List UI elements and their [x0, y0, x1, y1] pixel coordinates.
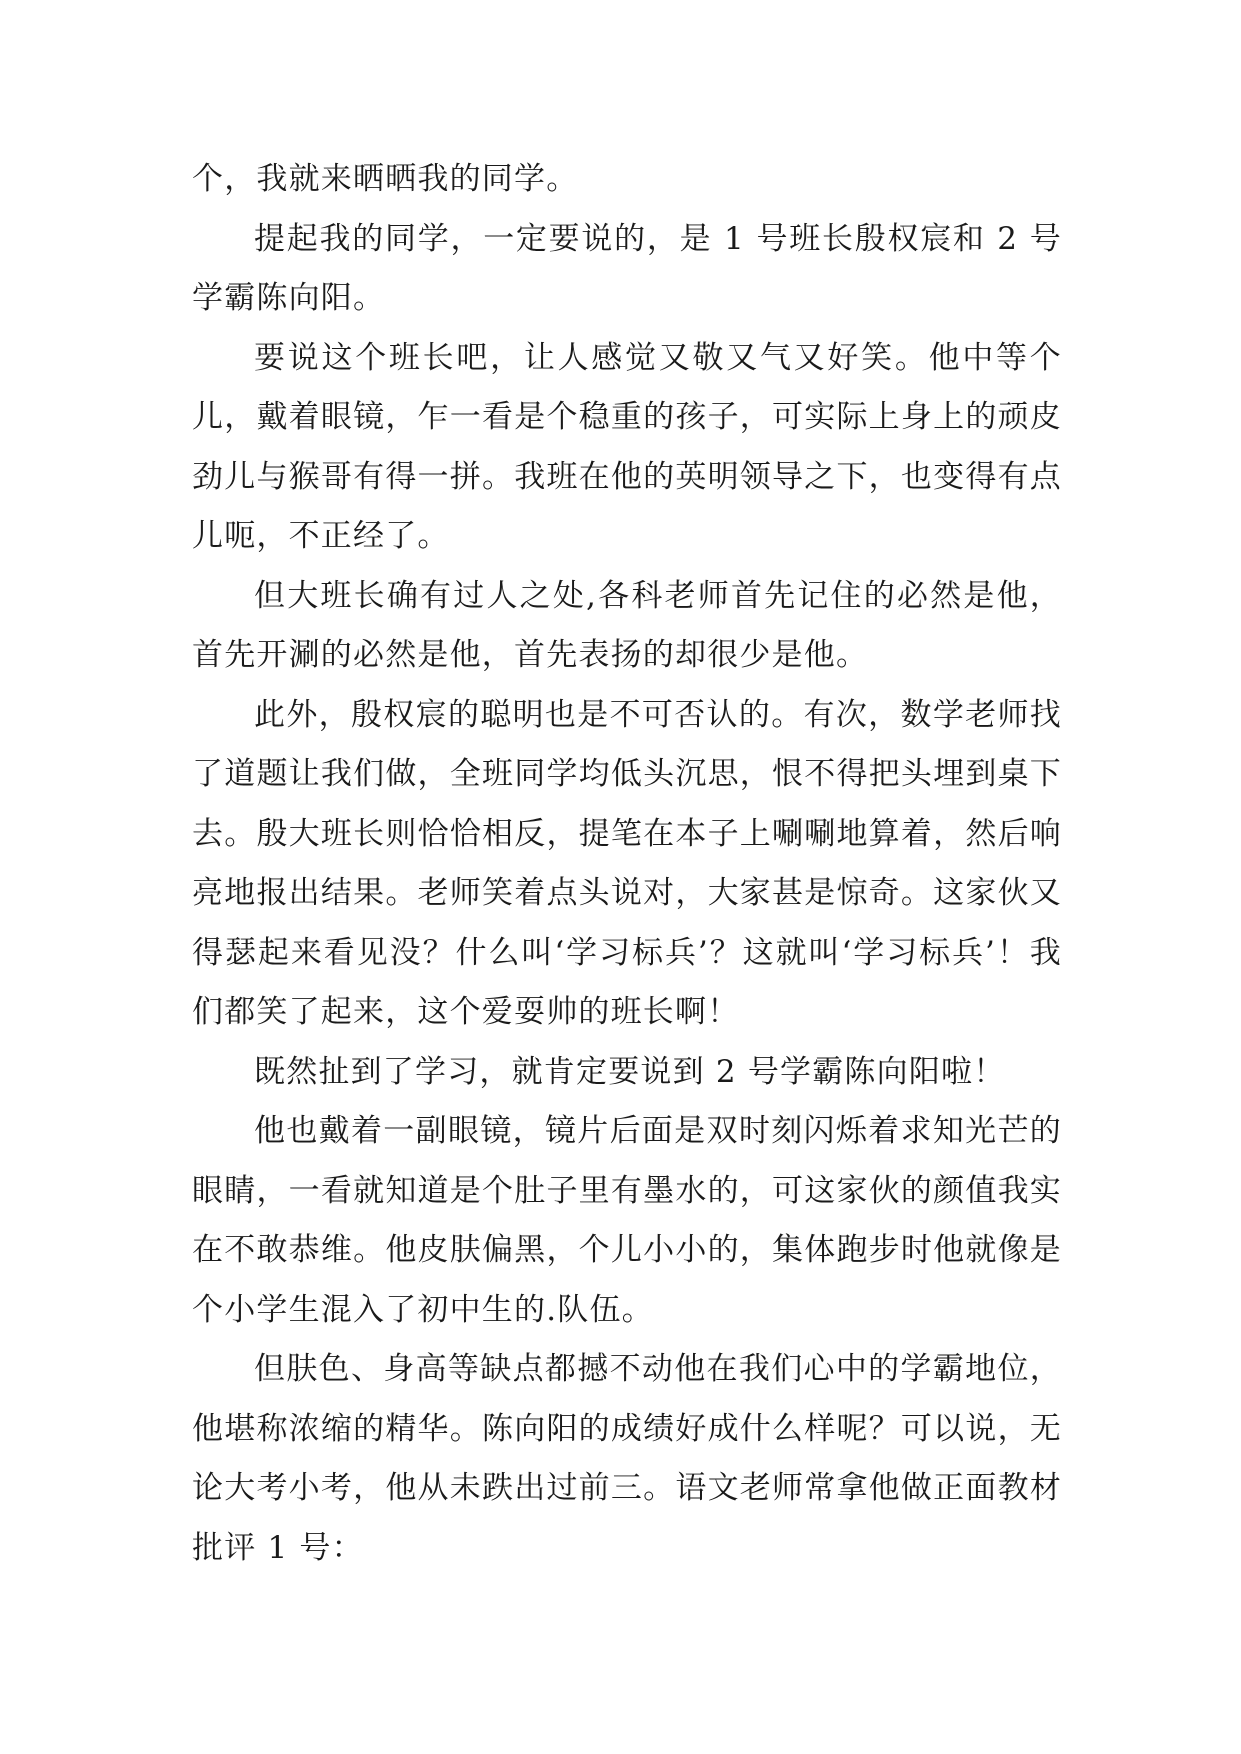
paragraph: 但肤色、身高等缺点都撼不动他在我们心中的学霸地位，他堪称浓缩的精华。陈向阳的成绩好成什么样呢？可以说，无论大考小考，他从未跌出过前三。语文老师常拿他做正面教材批评 1 号：: [192, 1351, 1062, 1566]
paragraph: 要说这个班长吧，让人感觉又敬又气又好笑。他中等个儿，戴着眼镜，乍一看是个稳重的孩子，可实际上身上的顽皮劲儿与猴哥有得一拼。我班在他的英明领导之下，也变得有点儿呃，不正经了。: [192, 339, 1062, 554]
paragraph: 此外，殷权宸的聪明也是不可否认的。有次，数学老师找了道题让我们做，全班同学均低头沉思，恨不得把头埋到桌下去。殷大班长则恰恰相反，提笔在本子上唰唰地算着，然后响亮地报出结果。老师笑着点头说对，大家甚是惊奇。这家伙又得瑟起来看见没？什么叫‘学习标兵’？这就叫‘学习标兵’！我们都笑了起来，这个爱耍帅的班长啊！: [192, 696, 1062, 1030]
paragraph: 他也戴着一副眼镜，镜片后面是双时刻闪烁着求知光芒的眼睛，一看就知道是个肚子里有墨水的，可这家伙的颜值我实在不敢恭维。他皮肤偏黑，个儿小小的，集体跑步时他就像是个小学生混入了初中生的.队伍。: [192, 1113, 1062, 1328]
paragraph: 提起我的同学，一定要说的，是 1 号班长殷权宸和 2 号学霸陈向阳。: [192, 220, 1062, 316]
essay-body: [192, 150, 1062, 1578]
paragraph-continuation: 个，我就来晒晒我的同学。: [192, 161, 579, 197]
paragraph: 既然扯到了学习，就肯定要说到 2 号学霸陈向阳啦！: [254, 1053, 1006, 1090]
paragraph: 但大班长确有过人之处,各科老师首先记住的必然是他，首先开涮的必然是他，首先表扬的却很少是他。: [192, 577, 1062, 673]
